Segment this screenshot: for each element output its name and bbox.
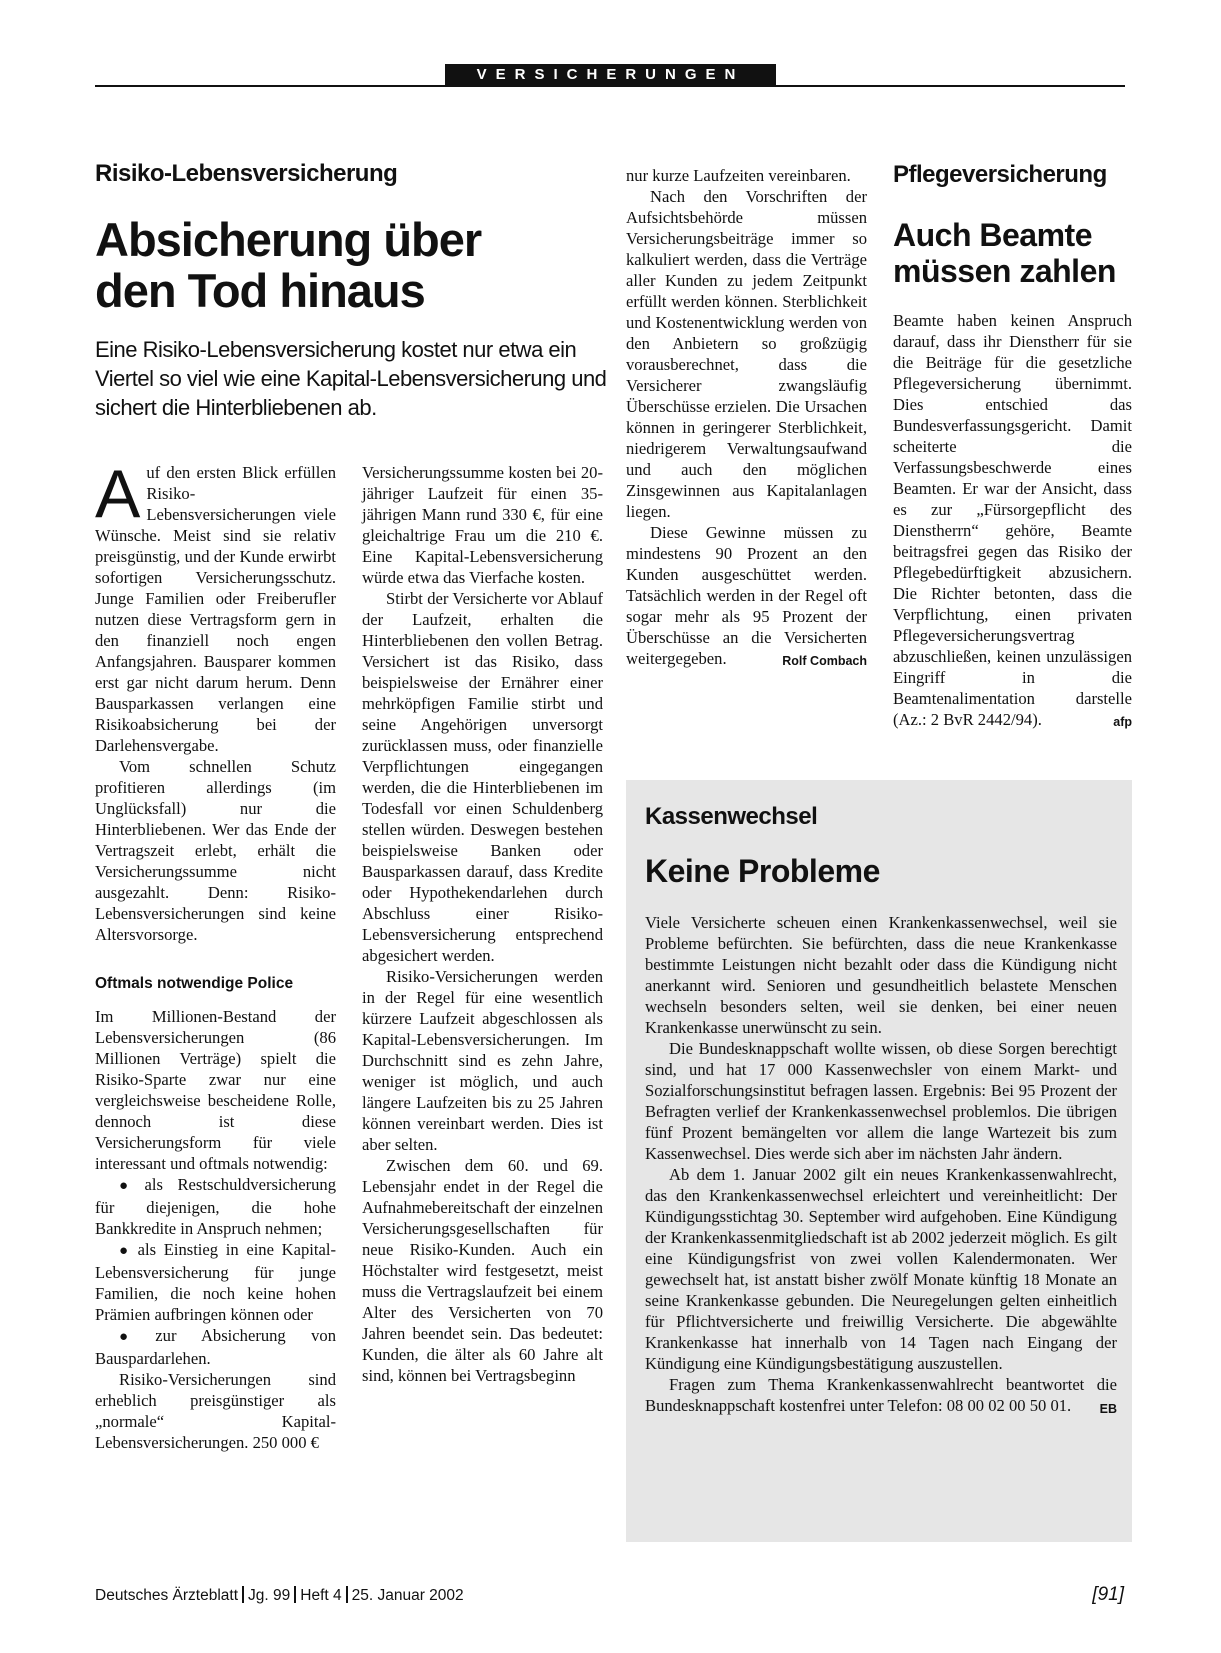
bullet-dot-icon: ● (119, 1178, 139, 1194)
article1-author: Rolf Combach (782, 654, 867, 668)
footer-separator (346, 1586, 348, 1603)
article3-headline: Keine Probleme (645, 853, 880, 889)
section-tag: VERSICHERUNGEN (445, 64, 776, 85)
bullet-item: ● als Restschuldversicherung für diejenigen, die hohe Bankkredite in Anspruch nehmen; (95, 1175, 337, 1238)
article3-para: Viele Versicherte scheuen einen Krankenkassenwechsel, weil sie Probleme befürchten. Sie befürchten, dass die neue Krankenkasse bestimmte Leistungen nicht bezahlt oder dass die Kündigung nicht anerkannt wird. Senioren und gesundheitlich belastete Menschen wechseln besonders selten, weil sie denken, bei einer neuen Krankenkasse unerwünscht zu sein. (645, 913, 1117, 1037)
footer-separator (294, 1586, 296, 1603)
footer (95, 1586, 464, 1605)
article1-headline-line1: Absicherung über (95, 213, 482, 266)
article1-column-3 (626, 165, 867, 672)
article2-headline (893, 217, 1133, 289)
footer-separator (242, 1586, 244, 1603)
footer-volume: Jg. 99 (248, 1587, 291, 1604)
article1-para: Risiko-Versicherungen werden in der Regel für eine wesentlich kürzere Laufzeit abgeschlossen als Kapital-Lebensversicherungen. Im Durchschnitt sind es zehn Jahre, weniger ist möglich, und auch längere Laufzeiten bis zu 25 Jahren können vereinbart werden. Dies ist aber selten. (362, 967, 603, 1154)
bullet-dot-icon: ● (119, 1329, 150, 1345)
bullet-dot-icon: ● (119, 1243, 132, 1259)
article3-para: Die Bundesknappschaft wollte wissen, ob diese Sorgen berechtigt sind, und hat 17 000 Kassenwechsler von einem Markt- und Sozialforschungsinstitut befragen lassen. Ergebnis: Bei 95 Prozent der Befragten verlief der Krankenkassenwechsel problemlos. Die übrigen fünf Prozent bemängelten vor allem die lange Wartezeit bis zum Kassenwechsel. Dies werde sich aber im nächsten Jahr ändern. (645, 1039, 1117, 1163)
article1-headline-line2: den Tod hinaus (95, 264, 425, 317)
bullet-item: ● als Einstieg in eine Kapital-Lebensversicherung für junge Familien, die noch keine hohen Prämien aufbringen können oder (95, 1240, 337, 1324)
article1-headline (95, 214, 595, 316)
article1-para: Zwischen dem 60. und 69. Lebensjahr endet in der Regel die Aufnahmebereitschaft der einzelnen Versicherungsgesellschaften für neue Risiko-Kunden. Auch ein Höchstalter wird festgesetzt, meist muss die Vertragslaufzeit bei einem Alter des Versicherten von 70 Jahren beendet sein. Das bedeutet: Kunden, die älter als 60 Jahre alt sind, können bei Vertragsbeginn (362, 1156, 603, 1385)
article1-para: Vom schnellen Schutz profitieren allerdings (im Unglücksfall) nur die Hinterbliebenen. Wer das Ende der Vertragszeit erlebt, erhält die Versicherungssumme nicht ausgezahlt. Denn: Risiko-Lebensversicherungen sind keine Altersvorsorge. (95, 757, 336, 944)
article1-lead: Eine Risiko-Lebensversicherung kostet nur etwa ein Viertel so viel wie eine Kapital-Lebensversicherung und sichert die Hinterbliebenen ab. (95, 337, 607, 420)
article3-author: EB (1099, 1402, 1117, 1416)
article1-para: Stirbt der Versicherte vor Ablauf der Laufzeit, erhalten die Hinterbliebenen den vollen Betrag. Versichert ist das Risiko, dass beispielsweise der Ernährer einer mehrköpfigen Familie stirbt und seine Angehörigen unversorgt zurücklassen muss, oder finanzielle Verpflichtungen eingegangen werden, die die Hinterbliebenen im Todesfall vor einen Schuldenberg stellen würden. Deswegen bestehen beispielsweise Banken oder Bausparkassen darauf, dass Kredite oder Hypothekendarlehen durch Abschluss einer Risiko-Lebensversicherung entsprechend abgesichert werden. (362, 589, 603, 965)
article1-para: Diese Gewinne müssen zu mindestens 90 Prozent an den Kunden ausgeschüttet werden. Tatsächlich werden in der Regel oft sogar mehr als 95 Prozent der Überschüsse an die Versicherten weitergegeben. Rolf Combach (626, 522, 867, 669)
footer-journal: Deutsches Ärzteblatt (95, 1587, 239, 1604)
article2-headline-line2: müssen zahlen (893, 253, 1116, 289)
article3-body (645, 912, 1117, 1420)
article3-para: Ab dem 1. Januar 2002 gilt ein neues Krankenkassenwahlrecht, das den Krankenkassenwechsel erleichtert und vereinheitlicht: Der Kündigungsstichtag 30. September wird aufgehoben. Eine Kündigung der Krankenkassenmitgliedschaft ist ab 2002 jederzeit möglich. Es gilt eine Kündigungsfrist von zwei vollen Kalendermonaten. Wer gewechselt hat, ist anstatt bisher zwölf Monate künftig 18 Monate an seine Krankenkasse gebunden. Die Neuregelungen gelten einheitlich für Pflichtversicherte und freiwillig Versicherte. Die abgewählte Krankenkasse hat innerhalb von 14 Tagen nach Eingang der Kündigung eine Kündigungsbestätigung auszustellen. (645, 1165, 1117, 1373)
article1-para: Im Millionen-Bestand der Lebensversicherungen (86 Millionen Verträge) spielt die Risiko-Sparte zwar nur eine vergleichsweise bescheidene Rolle, dennoch ist diese Versicherungsform für viele interessant und oftmals notwendig: (95, 1007, 336, 1173)
article2-author: afp (1113, 715, 1132, 729)
article1-kicker: Risiko-Lebensversicherung (95, 160, 398, 187)
article2-body (893, 310, 1132, 733)
footer-date: 25. Januar 2002 (351, 1587, 464, 1604)
article1-para: Nach den Vorschriften der Aufsichtsbehörde müssen Versicherungsbeiträge immer so kalkuliert werden, dass die Verträge aller Kunden zu jedem Zeitpunkt erfüllt werden können. Sterblichkeit und Kostenentwicklung werden von den Anbietern so großzügig vorausberechnet, dass die Versicherer zwangsläufig Überschüsse erzielen. Die Ursachen können in geringerer Sterblichkeit, niedrigerem Verwaltungsaufwand und auch den möglichen Zinsgewinnen aus Kapitalanlagen liegen. (626, 187, 867, 521)
article1-para: nur kurze Laufzeiten vereinbaren. (626, 166, 851, 185)
article3-para: Fragen zum Thema Krankenkassenwahlrecht beantwortet die Bundesknappschaft kostenfrei unter Telefon: 08 00 02 00 50 01. (645, 1375, 1117, 1415)
header-rule (95, 85, 1125, 87)
dropcap: A (95, 456, 141, 532)
article2-headline-line1: Auch Beamte (893, 217, 1092, 253)
article2-kicker: Pflegeversicherung (893, 161, 1107, 188)
page-number: [91] (1092, 1584, 1124, 1605)
article1-para: Auf den ersten Blick erfüllen Risiko-Lebensversicherungen viele Wünsche. Meist sind sie relativ preisgünstig, und der Kunde erwirbt sofortigen Versicherungsschutz. Junge Familien oder Freiberufler nutzen diese Vertragsform gern in den finanziell noch engen Anfangsjahren. Bausparer kommen erst gar nicht darum herum. Denn Bausparkassen verlangen eine Risikoabsicherung bei der Darlehensvergabe. (95, 456, 336, 755)
article3-kicker: Kassenwechsel (645, 803, 818, 830)
article1-column-2 (362, 462, 603, 1386)
article1-column-1 (95, 456, 337, 1453)
article1-para: Risiko-Versicherungen sind erheblich preisgünstiger als „normale“ Kapital-Lebensversicherungen. 250 000 € (95, 1370, 336, 1452)
article1-para: Versicherungssumme kosten bei 20-jähriger Laufzeit für einen 35-jährigen Mann rund 330 €, für eine gleichaltrige Frau um die 210 €. Eine Kapital-Lebensversicherung würde etwa das Vierfache kosten. (362, 463, 603, 587)
article1-subhead: Oftmals notwendige Police (95, 975, 294, 992)
footer-issue: Heft 4 (300, 1587, 342, 1604)
bullet-item: ● zur Absicherung von Bauspardarlehen. (95, 1326, 336, 1368)
article2-para: Beamte haben keinen Anspruch darauf, dass ihr Dienstherr für sie die Beiträge für die gesetzliche Pflegeversicherung übernimmt. Dies entschied das Bundesverfassungsgericht. Damit scheiterte die Verfassungsbeschwerde eines Beamten. Er war der Ansicht, dass es zur „Fürsorgepflicht des Dienstherrn“ gehöre, Beamte beitragsfrei gegen das Risiko der Pflegebedürftigkeit abzusichern. Die Richter betonten, dass die Verpflichtung, einen privaten Pflegeversicherungsvertrag abzuschließen, keinen unzulässigen Eingriff in die Beamtenalimentation darstelle (Az.: 2 BvR 2442/94). afp (893, 310, 1132, 730)
